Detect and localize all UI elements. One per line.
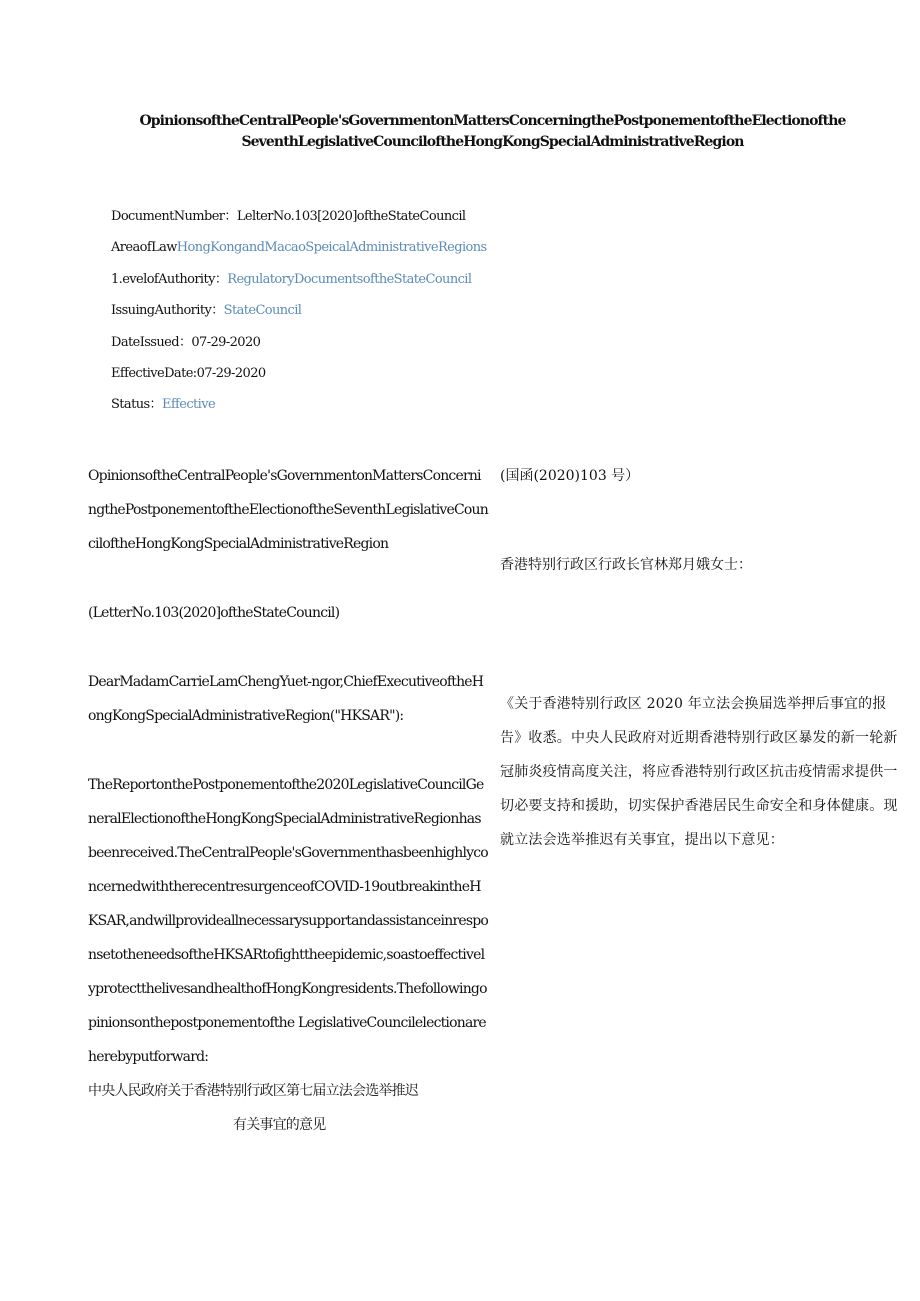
- chinese-title-line-1: 中央人民政府关于香港特别行政区第七届立法会选举推迟: [88, 1083, 418, 1099]
- chinese-column: [500, 459, 898, 848]
- meta-link-issuing-authority[interactable]: StateCouncil: [223, 303, 302, 319]
- meta-label: Status：: [111, 397, 162, 413]
- english-column: [88, 459, 488, 1142]
- meta-status: [111, 394, 487, 425]
- english-salutation: DearMadamCarrieLamChengYuet-ngor,ChiefExecutiveoftheHongKongSpecialAdministrativeRegion("HKSAR"):: [88, 674, 484, 724]
- document-title-line-1: OpinionsoftheCentralPeople'sGovernmentonMattersConcerningthePostponementoftheElectionofthe: [139, 113, 846, 129]
- document-title-line-2: SeventhLegislativeCounciloftheHongKongSpecialAdministrativeRegion: [241, 134, 744, 150]
- meta-label: AreaofLaw: [111, 240, 177, 256]
- meta-value: LelterNo.103[2020]oftheStateCouncil: [236, 209, 466, 224]
- chinese-title-line-2: 有关事宜的意见: [233, 1117, 326, 1133]
- meta-level-of-authority: [111, 269, 487, 300]
- meta-document-number: [111, 206, 487, 237]
- meta-label: IssuingAuthority：: [111, 303, 224, 319]
- chinese-body: 《关于香港特别行政区 2020 年立法会换届选举押后事宜的报告》收悉。中央人民政府对近期香港特别行政区暴发的新一轮新冠肺炎疫情高度关注，将应香港特别行政区抗击疫情需求提供一切必要支持和援助，切实保护香港居民生命安全和身体健康。现就立法会选举推迟有关事宜，提出以下意见：: [500, 696, 898, 848]
- metadata-block: [111, 206, 487, 426]
- meta-area-of-law: [111, 237, 487, 268]
- meta-link-area-of-law[interactable]: HongKongandMacaoSpeicalAdministrativeRegions: [176, 240, 487, 256]
- meta-value: 07-29-2020: [191, 334, 261, 350]
- document-title: [120, 111, 865, 153]
- english-letter-reference: (LetterNo.103(2020]oftheStateCouncil): [88, 605, 340, 621]
- meta-value: 07-29-2020: [196, 365, 266, 381]
- english-heading: OpinionsoftheCentralPeople'sGovernmentonMattersConcerningthePostponementoftheElectionoftheSeventhLegislativeCounciloftheHongKongSpecialAdministrativeRegion: [88, 468, 488, 552]
- chinese-reference: (国函(2020)103 号）: [500, 468, 640, 484]
- meta-issuing-authority: [111, 300, 487, 331]
- meta-label: 1.evelofAuthority：: [111, 271, 228, 287]
- chinese-greeting: 香港特别行政区行政长官林郑月娥女士：: [500, 557, 752, 573]
- meta-label: EffectiveDate:: [111, 365, 197, 381]
- english-body: TheReportonthePostponementofthe2020LegislativeCouncilGeneralElectionoftheHongKongSpecialAdministrativeRegionhasbeenreceived.TheCentralPeople'sGovernmenthasbeenhighlyconcernedwiththerecentresurgenceofCOVID-19outbreakintheHKSAR,andwillprovideallnecessarysupportandassistanceinresponsetotheneedsoftheHKSARtofighttheepidemic,soastoeffectivelyprotectthelivesandhealthofHongKongresidents.Thefollowingopinionsonthepostponementofthe LegislativeCouncilelectionareherebyputforward:: [88, 777, 488, 1065]
- meta-effective-date: [111, 363, 487, 394]
- meta-date-issued: [111, 332, 487, 363]
- meta-link-status[interactable]: Effective: [161, 397, 216, 413]
- meta-label: DateIssued：: [111, 334, 192, 350]
- meta-label: DocumentNumber：: [111, 209, 237, 224]
- meta-link-level-of-authority[interactable]: RegulatoryDocumentsoftheStateCouncil: [227, 271, 472, 287]
